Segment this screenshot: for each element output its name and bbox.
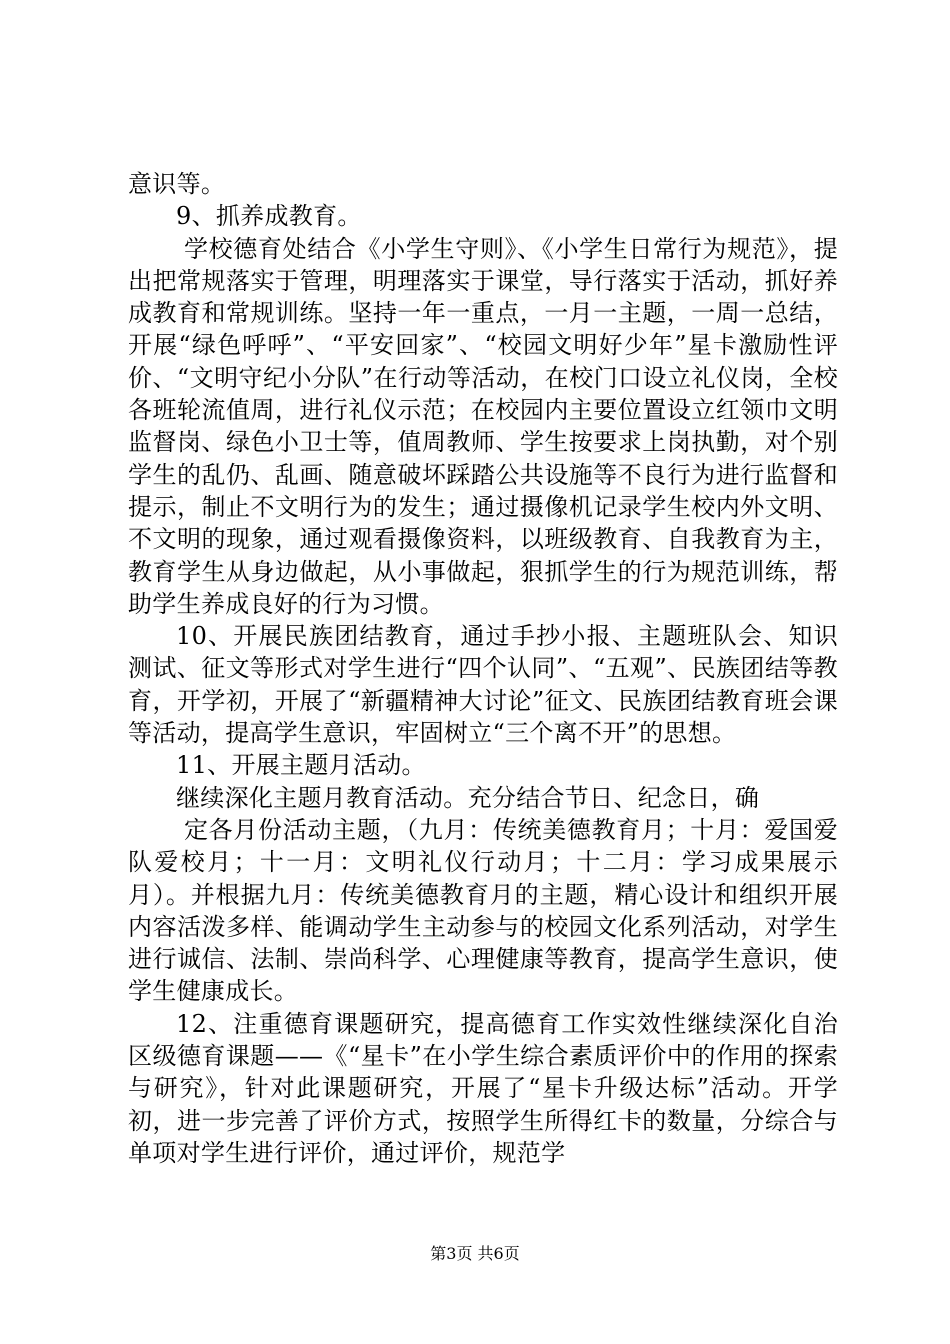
paragraph-theme-month-detail: 定各月份活动主题，（九月：传统美德教育月；十月：爱国爱队爱校月；十一月：文明礼仪行动月；十二月：学习成果展示月）。并根据九月：传统美德教育月的主题，精心设计和组织开展内容活泼多样、能调动学生主动参与的校园文化系列活动，对学生进行诚信、法制、崇尚科学、心理健康等教育，提高学生意识，使学生健康成长。 <box>128 815 838 1006</box>
paragraph-theme-month-intro: 继续深化主题月教育活动。充分结合节日、纪念日，确 <box>176 783 760 812</box>
paragraph-continuation: 意识等。 <box>128 170 226 198</box>
heading-item-9: 9、抓养成教育。 <box>176 202 362 231</box>
paragraph-item-12: 12、注重德育课题研究，提高德育工作实效性继续深化自治区级德育课题——《“星卡”在小学生综合素质评价中的作用的探索与研究》，针对此课题研究，开展了“星卡升级达标”活动。开学初，进一步完善了评价方式，按照学生所得红卡的数量，分综合与单项对学生进行评价，通过评价，规范学 <box>128 1009 838 1167</box>
page-number-footer: 第3页 共6页 <box>430 1244 520 1263</box>
paragraph-habit-education: 学校德育处结合《小学生守则》、《小学生日常行为规范》，提出把常规落实于管理，明理落实于课堂，导行落实于活动，抓好养成教育和常规训练。坚持一年一重点，一月一主题，一周一总结，开展“绿色呼呼”、“平安回家”、“校园文明好少年”星卡激励性评价、“文明守纪小分队”在行动等活动，在校门口设立礼仪岗，全校各班轮流值周，进行礼仪示范；在校园内主要位置设立红领巾文明监督岗、绿色小卫士等，值周教师、学生按要求上岗执勤，对个别学生的乱仍、乱画、随意破坏踩踏公共设施等不良行为进行监督和提示，制止不文明行为的发生；通过摄像机记录学生校内外文明、不文明的现象，通过观看摄像资料，以班级教育、自我教育为主，教育学生从身边做起，从小事做起，狠抓学生的行为规范训练，帮助学生养成良好的行为习惯。 <box>128 234 838 618</box>
heading-item-11: 11、开展主题月活动。 <box>176 751 426 780</box>
document-body <box>128 168 838 1169</box>
paragraph-item-10: 10、开展民族团结教育，通过手抄小报、主题班队会、知识测试、征文等形式对学生进行“四个认同”、“五观”、民族团结等教育，开学初，开展了“新疆精神大讨论”征文、民族团结教育班会课等活动，提高学生意识，牢固树立“三个离不开”的思想。 <box>128 622 838 748</box>
